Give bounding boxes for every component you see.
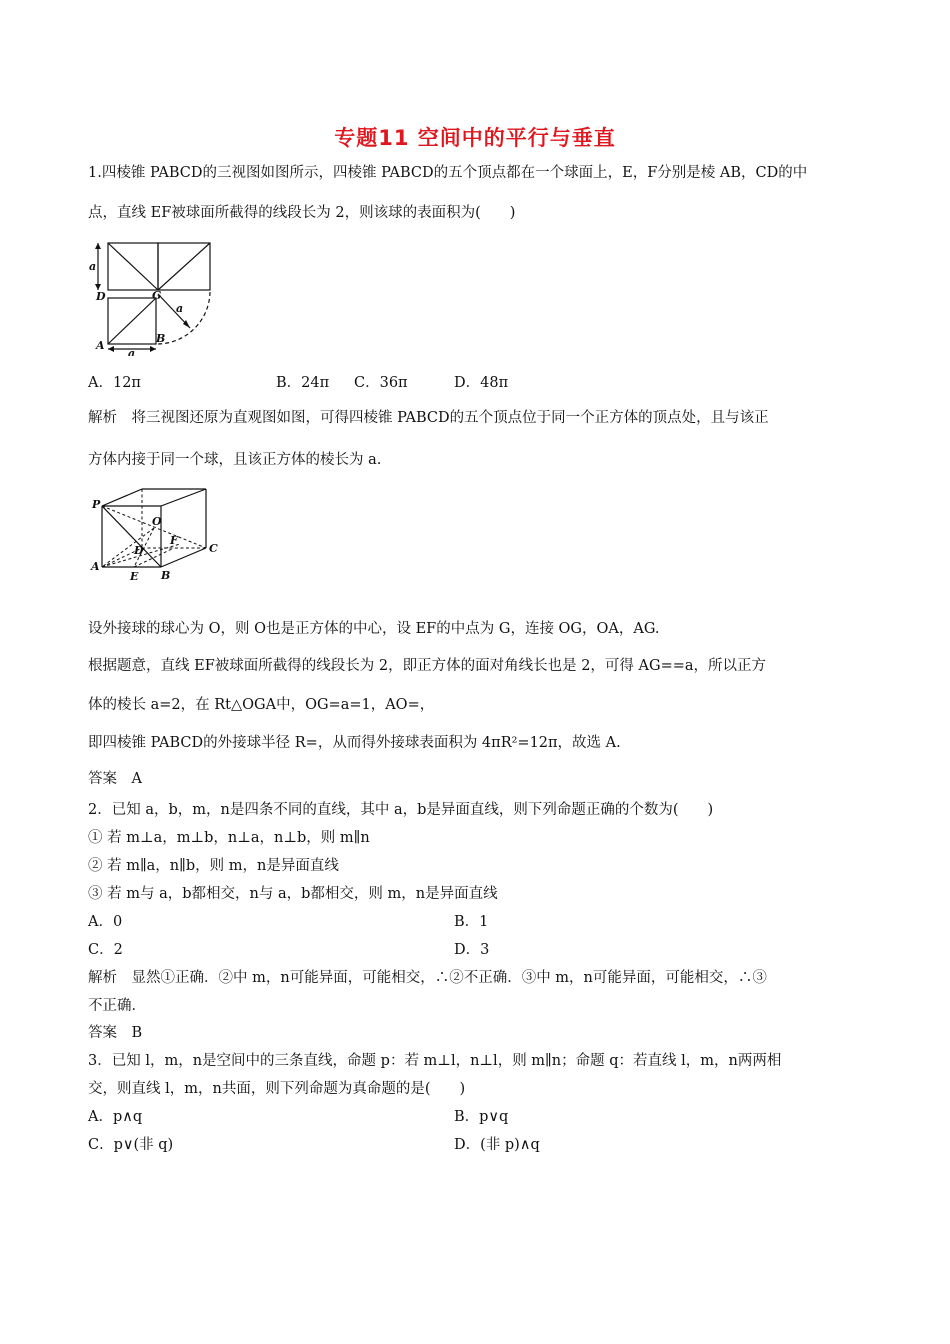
q1-analysis-line3: 设外接球的球心为 O，则 O也是正方体的中心，设 EF的中点为 G，连接 OG，OA，AG. <box>88 621 660 637</box>
label-a-bottom: a <box>128 347 136 356</box>
q1-stem-line2: 点，直线 EF被球面所截得的线段长为 2，则该球的表面积为( ) <box>88 205 516 221</box>
cube-label-P: P <box>92 498 101 511</box>
q2-analysis-line2: 不正确． <box>88 998 146 1014</box>
cube-label-D: D <box>134 544 144 557</box>
q1-option-b: B．24π <box>276 375 330 391</box>
label-B: B <box>156 332 166 345</box>
q2-answer: 答案 B <box>88 1025 143 1041</box>
q1-option-c: C．36π <box>354 375 408 391</box>
cube-figure <box>90 484 222 586</box>
q1-option-a: A．12π <box>88 375 141 391</box>
q2-stem: 2．已知 a，b，m，n是四条不同的直线，其中 a，b是异面直线，则下列命题正确的个数为( ) <box>88 802 714 818</box>
q2-item-2: ② 若 m∥a，n∥b，则 m，n是异面直线 <box>88 858 339 874</box>
q1-answer: 答案 A <box>88 771 142 787</box>
q3-option-a: A．p∧q <box>88 1109 143 1125</box>
cube-label-B: B <box>161 569 171 582</box>
q1-analysis-line2: 方体内接于同一个球，且该正方体的棱长为 a. <box>88 452 382 468</box>
q3-option-b: B．p∨q <box>454 1109 509 1125</box>
label-a-diag: a <box>176 302 184 315</box>
q2-option-c: C．2 <box>88 942 123 958</box>
dim-arrow-left-icon <box>108 346 114 352</box>
q3-option-c: C．p∨(非 q) <box>88 1137 174 1153</box>
label-A: A <box>96 339 105 352</box>
q2-option-b: B．1 <box>454 914 489 930</box>
dim-arrow-up-icon <box>95 243 101 249</box>
cube-label-O: O <box>152 515 162 528</box>
q1-analysis-line4: 根据题意，直线 EF被球面所截得的线段长为 2，即正方体的面对角线长也是 2，可得 AG==a，所以正方 <box>88 658 767 674</box>
q1-analysis-line5: 体的棱长 a=2，在 Rt△OGA中，OG=a=1，AO=， <box>88 697 435 713</box>
q2-analysis-line1: 解析 显然①正确．②中 m，n可能异面，可能相交，∴②不正确．③中 m，n可能异面，可能相交，∴③ <box>88 970 767 986</box>
q1-option-d: D．48π <box>454 375 509 391</box>
label-D: D <box>96 290 106 303</box>
cube-label-E: E <box>130 570 139 583</box>
q3-stem-line2: 交，则直线 l，m，n共面，则下列命题为真命题的是( ) <box>88 1081 466 1097</box>
label-G: G <box>152 289 162 302</box>
label-a-top: a <box>89 260 97 273</box>
q2-option-a: A．0 <box>88 914 123 930</box>
dim-arrow-right-icon <box>150 346 156 352</box>
q3-stem-line1: 3．已知 l，m，n是空间中的三条直线，命题 p：若 m⊥l，n⊥l，则 m∥n；命题 q：若直线 l，m，n两两相 <box>88 1053 782 1069</box>
three-view-figure <box>86 236 218 356</box>
cube-label-F: F <box>170 534 178 547</box>
q3-option-d: D．(非 p)∧q <box>454 1137 540 1153</box>
q1-analysis-line1: 解析 将三视图还原为直观图如图，可得四棱锥 PABCD的五个顶点位于同一个正方体的顶点处，且与该正 <box>88 410 769 426</box>
cube-label-C: C <box>209 542 218 555</box>
q1-stem-line1: 1.四棱锥 PABCD的三视图如图所示，四棱锥 PABCD的五个顶点都在一个球面上，E，F分别是棱 AB，CD的中 <box>88 165 808 181</box>
q1-analysis-line6: 即四棱锥 PABCD的外接球半径 R=，从而得外接球表面积为 4πR²=12π，故选 A. <box>88 735 621 751</box>
q2-item-1: ① 若 m⊥a，m⊥b，n⊥a，n⊥b，则 m∥n <box>88 830 370 846</box>
q2-item-3: ③ 若 m与 a，b都相交，n与 a，b都相交，则 m，n是异面直线 <box>88 886 498 902</box>
page-title: 专题11 空间中的平行与垂直 <box>334 126 616 150</box>
q2-option-d: D．3 <box>454 942 490 958</box>
cube-label-A: A <box>91 560 100 573</box>
